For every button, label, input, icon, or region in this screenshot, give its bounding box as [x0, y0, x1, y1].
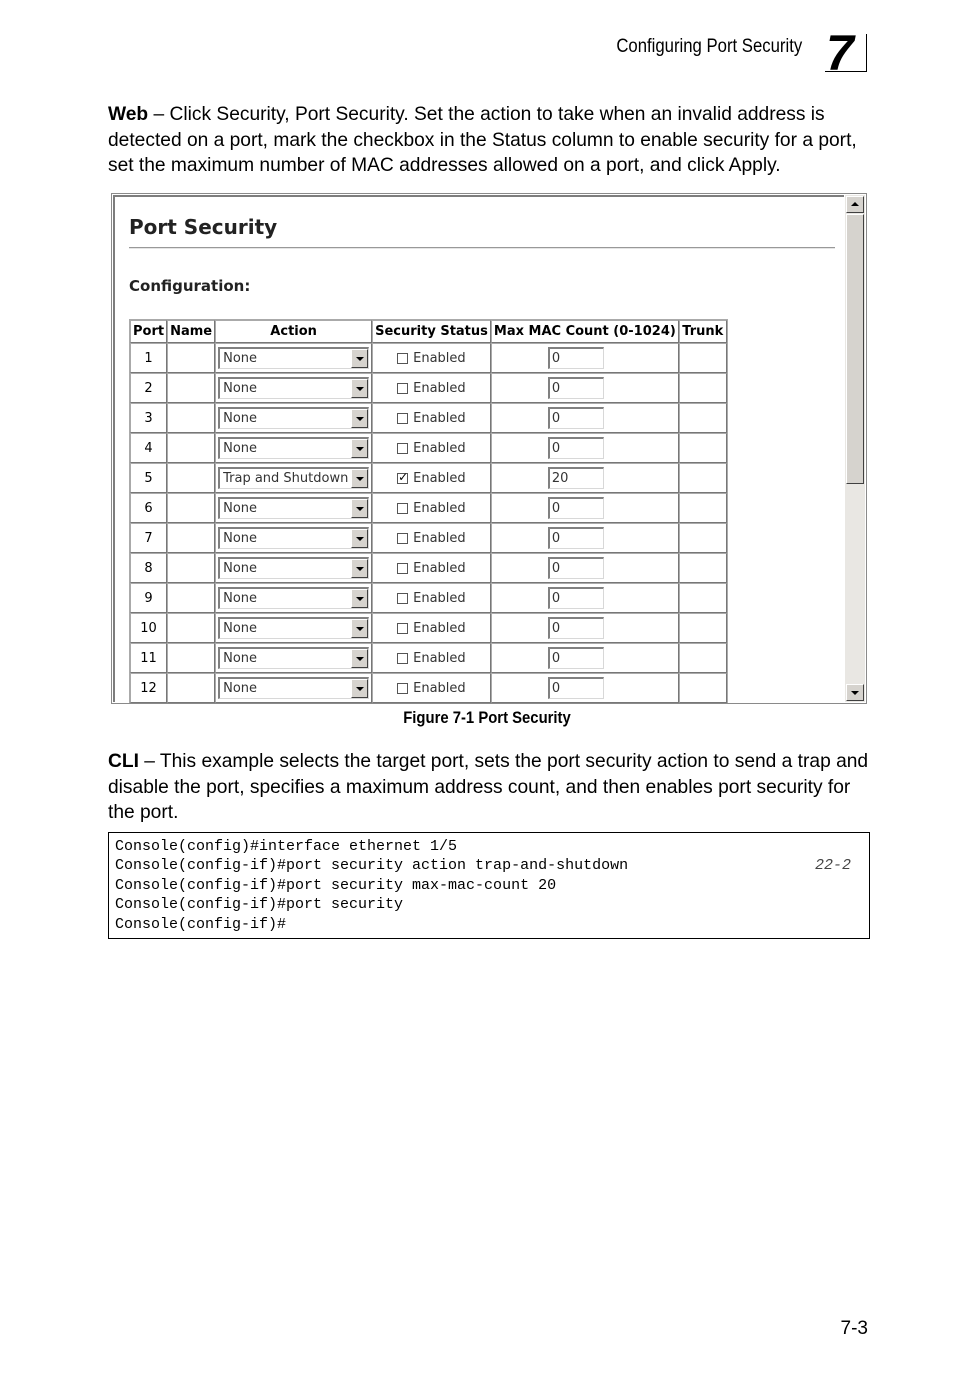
security-enabled-toggle[interactable]: [375, 351, 488, 366]
max-mac-count-input[interactable]: 0: [548, 647, 604, 669]
dropdown-arrow-icon[interactable]: [351, 349, 368, 368]
dropdown-arrow-icon[interactable]: [351, 649, 368, 668]
command-reference: 22-2: [814, 857, 851, 875]
action-select[interactable]: [218, 557, 369, 579]
dropdown-arrow-icon[interactable]: [351, 679, 368, 698]
max-mac-cell: [491, 373, 679, 403]
table-row: [130, 493, 727, 523]
max-mac-count-input[interactable]: 0: [548, 497, 604, 519]
enabled-label: Enabled: [413, 650, 466, 666]
port-cell: 8: [130, 553, 167, 583]
trunk-cell: [679, 493, 727, 523]
name-cell: [167, 373, 215, 403]
col-header-port: Port: [130, 320, 167, 343]
chapter-number: 7: [826, 25, 854, 81]
enabled-checkbox[interactable]: [397, 623, 408, 634]
port-cell: 3: [130, 403, 167, 433]
table-row: [130, 433, 727, 463]
trunk-cell: [679, 553, 727, 583]
cli-code-block: [108, 832, 870, 939]
enabled-checkbox[interactable]: [397, 563, 408, 574]
table-row: [130, 523, 727, 553]
status-cell: [372, 673, 491, 703]
scroll-up-arrow-icon[interactable]: [846, 196, 864, 213]
action-cell: [215, 673, 372, 703]
col-header-max-mac-count: Max MAC Count (0-1024): [491, 320, 679, 343]
section-heading: Configuration:: [129, 277, 251, 295]
screenshot-content: [113, 195, 844, 702]
action-select-value: None: [223, 411, 258, 426]
enabled-checkbox[interactable]: [397, 383, 408, 394]
running-header: Configuring Port Security: [616, 36, 802, 57]
table-row: [130, 583, 727, 613]
dropdown-arrow-icon[interactable]: [351, 469, 368, 488]
enabled-label: Enabled: [413, 500, 466, 516]
code-line: [115, 895, 863, 914]
enabled-label: Enabled: [413, 440, 466, 456]
dropdown-arrow-icon[interactable]: [351, 529, 368, 548]
security-enabled-toggle[interactable]: [375, 471, 488, 486]
table-row: [130, 643, 727, 673]
action-select[interactable]: [218, 407, 369, 429]
status-cell: [372, 403, 491, 433]
table-row: [130, 373, 727, 403]
security-enabled-toggle[interactable]: [375, 591, 488, 606]
port-cell: 2: [130, 373, 167, 403]
action-cell: [215, 523, 372, 553]
name-cell: [167, 673, 215, 703]
security-enabled-toggle[interactable]: [375, 501, 488, 516]
action-select[interactable]: [218, 467, 369, 489]
enabled-label: Enabled: [413, 530, 466, 546]
action-select[interactable]: [218, 617, 369, 639]
action-select-value: None: [223, 501, 258, 516]
enabled-checkbox[interactable]: [397, 443, 408, 454]
action-cell: [215, 403, 372, 433]
action-select-value: None: [223, 561, 258, 576]
col-header-action: Action: [215, 320, 372, 343]
action-select[interactable]: [218, 677, 369, 699]
status-cell: [372, 523, 491, 553]
action-select[interactable]: [218, 347, 369, 369]
enabled-label: Enabled: [413, 560, 466, 576]
max-mac-cell: [491, 403, 679, 433]
max-mac-cell: [491, 643, 679, 673]
port-cell: 4: [130, 433, 167, 463]
table-row: [130, 463, 727, 493]
web-lead: Web: [108, 104, 149, 125]
max-mac-cell: [491, 523, 679, 553]
enabled-label: Enabled: [413, 680, 466, 696]
trunk-cell: [679, 673, 727, 703]
enabled-label: Enabled: [413, 410, 466, 426]
action-cell: [215, 643, 372, 673]
enabled-label: Enabled: [413, 380, 466, 396]
action-select-value: None: [223, 591, 258, 606]
status-cell: [372, 583, 491, 613]
scroll-down-arrow-icon[interactable]: [846, 684, 864, 701]
cli-instructions: [108, 749, 878, 826]
max-mac-count-input[interactable]: 0: [548, 587, 604, 609]
vertical-scrollbar[interactable]: [845, 195, 865, 702]
max-mac-count-input[interactable]: 0: [548, 407, 604, 429]
action-cell: [215, 553, 372, 583]
trunk-cell: [679, 373, 727, 403]
cli-text: – This example selects the target port, sets the port security action to send a trap and disable the port, specifies a maximum address count, and then enables port security for the port.: [108, 751, 869, 823]
security-enabled-toggle[interactable]: [375, 621, 488, 636]
status-cell: [372, 343, 491, 373]
max-mac-count-input[interactable]: 0: [548, 347, 604, 369]
action-select[interactable]: [218, 437, 369, 459]
action-select[interactable]: [218, 587, 369, 609]
max-mac-cell: [491, 613, 679, 643]
status-cell: [372, 373, 491, 403]
action-select-value: None: [223, 651, 258, 666]
code-line: [115, 856, 863, 875]
status-cell: [372, 463, 491, 493]
max-mac-count-input[interactable]: 0: [548, 437, 604, 459]
action-select-value: Trap and Shutdown: [223, 471, 349, 486]
table-row: [130, 613, 727, 643]
name-cell: [167, 553, 215, 583]
code-text: Console(config-if)#port security: [115, 896, 404, 914]
table-row: [130, 343, 727, 373]
page-title: Port Security: [129, 215, 278, 239]
trunk-cell: [679, 403, 727, 433]
enabled-label: Enabled: [413, 620, 466, 636]
name-cell: [167, 493, 215, 523]
security-enabled-toggle[interactable]: [375, 531, 488, 546]
trunk-cell: [679, 433, 727, 463]
col-header-security-status: Security Status: [372, 320, 491, 343]
action-select[interactable]: [218, 647, 369, 669]
dropdown-arrow-icon[interactable]: [351, 559, 368, 578]
port-cell: 10: [130, 613, 167, 643]
dropdown-arrow-icon[interactable]: [351, 499, 368, 518]
enabled-checkbox[interactable]: [397, 683, 408, 694]
security-enabled-toggle[interactable]: [375, 561, 488, 576]
code-text: Console(config-if)#port security action trap-and-shutdown: [115, 857, 629, 875]
port-security-screenshot: [111, 193, 867, 704]
dropdown-arrow-icon[interactable]: [351, 409, 368, 428]
table-row: [130, 553, 727, 583]
code-line: [115, 876, 863, 895]
action-select-value: None: [223, 351, 258, 366]
max-mac-cell: [491, 433, 679, 463]
title-divider: [129, 247, 835, 249]
action-cell: [215, 613, 372, 643]
enabled-checkbox[interactable]: [397, 533, 408, 544]
trunk-cell: [679, 583, 727, 613]
action-cell: [215, 463, 372, 493]
enabled-label: Enabled: [413, 470, 466, 486]
security-enabled-toggle[interactable]: [375, 651, 488, 666]
action-select[interactable]: [218, 377, 369, 399]
enabled-checkbox[interactable]: [397, 413, 408, 424]
max-mac-count-input[interactable]: 0: [548, 617, 604, 639]
trunk-cell: [679, 463, 727, 493]
max-mac-cell: [491, 463, 679, 493]
security-enabled-toggle[interactable]: [375, 441, 488, 456]
name-cell: [167, 523, 215, 553]
action-cell: [215, 433, 372, 463]
action-cell: [215, 493, 372, 523]
max-mac-count-input[interactable]: 0: [548, 677, 604, 699]
dropdown-arrow-icon[interactable]: [351, 439, 368, 458]
enabled-label: Enabled: [413, 590, 466, 606]
max-mac-cell: [491, 583, 679, 613]
trunk-cell: [679, 613, 727, 643]
enabled-checkbox[interactable]: [397, 473, 408, 484]
cli-lead: CLI: [108, 751, 139, 772]
name-cell: [167, 643, 215, 673]
code-line: [115, 837, 863, 856]
scrollbar-thumb[interactable]: [846, 214, 864, 484]
trunk-cell: [679, 523, 727, 553]
col-header-trunk: Trunk: [679, 320, 727, 343]
table-row: [130, 403, 727, 433]
port-cell: 12: [130, 673, 167, 703]
dropdown-arrow-icon[interactable]: [351, 589, 368, 608]
max-mac-cell: [491, 343, 679, 373]
table-header-row: [130, 320, 727, 343]
port-cell: 11: [130, 643, 167, 673]
action-cell: [215, 343, 372, 373]
trunk-cell: [679, 643, 727, 673]
dropdown-arrow-icon[interactable]: [351, 379, 368, 398]
max-mac-cell: [491, 673, 679, 703]
action-select-value: None: [223, 621, 258, 636]
name-cell: [167, 403, 215, 433]
name-cell: [167, 463, 215, 493]
enabled-checkbox[interactable]: [397, 503, 408, 514]
action-cell: [215, 373, 372, 403]
port-security-table: [129, 319, 728, 704]
trunk-cell: [679, 343, 727, 373]
max-mac-cell: [491, 553, 679, 583]
status-cell: [372, 553, 491, 583]
name-cell: [167, 343, 215, 373]
security-enabled-toggle[interactable]: [375, 411, 488, 426]
enabled-checkbox[interactable]: [397, 593, 408, 604]
status-cell: [372, 493, 491, 523]
name-cell: [167, 433, 215, 463]
action-select[interactable]: [218, 497, 369, 519]
port-cell: 1: [130, 343, 167, 373]
dropdown-arrow-icon[interactable]: [351, 619, 368, 638]
table-row: [130, 673, 727, 703]
port-cell: 5: [130, 463, 167, 493]
enabled-checkbox[interactable]: [397, 653, 408, 664]
name-cell: [167, 583, 215, 613]
action-select-value: None: [223, 381, 258, 396]
web-instructions: [108, 102, 878, 179]
name-cell: [167, 613, 215, 643]
max-mac-count-input[interactable]: 0: [548, 557, 604, 579]
figure-caption: Figure 7-1 Port Security: [403, 709, 571, 727]
code-line: [115, 915, 863, 934]
port-cell: 9: [130, 583, 167, 613]
web-text: – Click Security, Port Security. Set the action to take when an invalid address is detected on a port, mark the checkbox in the Status column to enable security for a port, set the maximum number of MAC addresses allowed on a port, and click Apply.: [108, 104, 857, 176]
enabled-checkbox[interactable]: [397, 353, 408, 364]
security-enabled-toggle[interactable]: [375, 681, 488, 696]
action-select-value: None: [223, 441, 258, 456]
code-text: Console(config-if)#: [115, 915, 287, 933]
action-select-value: None: [223, 681, 258, 696]
code-text: Console(config-if)#port security max-mac-count 20: [115, 876, 557, 894]
action-cell: [215, 583, 372, 613]
max-mac-count-input[interactable]: 20: [548, 467, 604, 489]
enabled-label: Enabled: [413, 350, 466, 366]
max-mac-count-input[interactable]: 0: [548, 377, 604, 399]
status-cell: [372, 643, 491, 673]
action-select[interactable]: [218, 527, 369, 549]
action-select-value: None: [223, 531, 258, 546]
port-cell: 7: [130, 523, 167, 553]
page-number: 7-3: [840, 1318, 868, 1339]
security-enabled-toggle[interactable]: [375, 381, 488, 396]
port-cell: 6: [130, 493, 167, 523]
status-cell: [372, 433, 491, 463]
code-text: Console(config)#interface ethernet 1/5: [115, 838, 458, 855]
col-header-name: Name: [167, 320, 215, 343]
max-mac-count-input[interactable]: 0: [548, 527, 604, 549]
max-mac-cell: [491, 493, 679, 523]
status-cell: [372, 613, 491, 643]
